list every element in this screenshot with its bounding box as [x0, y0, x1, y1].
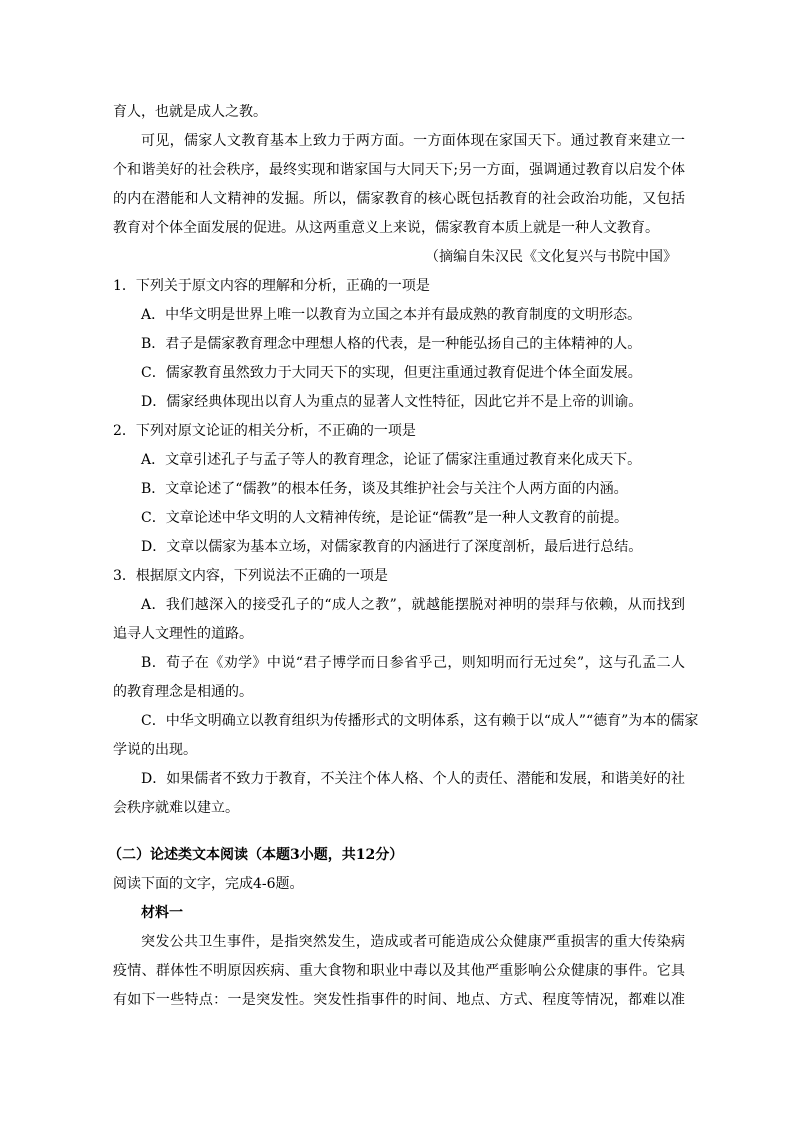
material-line: 突发公共卫生事件，是指突然发生，造成或者可能造成公众健康严重损害的重大传染病 [141, 934, 685, 950]
question-option-continued: 学说的出现。 [113, 742, 197, 758]
question-option: B．荀子在《劝学》中说“君子博学而日参省乎己，则知明而行无过矣”，这与孔孟二人 [141, 655, 685, 671]
question-stem: 2．下列对原文论证的相关分析，不正确的一项是 [113, 423, 416, 439]
question-option: A．文章引述孔子与孟子等人的教育理念，论证了儒家注重通过教育来化成天下。 [141, 452, 642, 468]
question-option: D．儒家经典体现出以育人为重点的显著人文性特征，因此它并不是上帝的训谕。 [141, 394, 643, 410]
passage-line: 个和谐美好的社会秩序，最终实现和谐家国与大同天下;另一方面，强调通过教育以启发个体 [113, 162, 685, 178]
material-label: 材料一 [141, 905, 183, 921]
passage-line: 教育对个体全面发展的促进。从这两重意义上来说，儒家教育本质上就是一种人文教育。 [113, 220, 659, 236]
question-option: D．文章以儒家为基本立场，对儒家教育的内涵进行了深度剖析，最后进行总结。 [141, 539, 643, 555]
material-line: 有如下一些特点：一是突发性。突发性指事件的时间、地点、方式、程度等情况，都难以准 [113, 992, 685, 1008]
question-option: A．中华文明是世界上唯一以教育为立国之本并有最成熟的教育制度的文明形态。 [141, 307, 642, 323]
material-line: 疫情、群体性不明原因疾病、重大食物和职业中毒以及其他严重影响公众健康的事件。它具 [113, 963, 685, 979]
section-heading: （二）论述类文本阅读（本题3小题，共12分） [108, 847, 404, 863]
question-option: C．儒家教育虽然致力于大同天下的实现，但更注重通过教育促进个体全面发展。 [141, 365, 642, 381]
question-option: A．我们越深入的接受孔子的“成人之教”，就越能摆脱对神明的崇拜与依赖，从而找到 [141, 597, 685, 613]
passage-line: 可见，儒家人文教育基本上致力于两方面。一方面体现在家国天下。通过教育来建立一 [141, 133, 685, 149]
question-option: C．中华文明确立以教育组织为传播形式的文明体系，这有赖于以“成人”“德育”为本的儒家 [141, 713, 699, 729]
question-option: D．如果儒者不致力于教育，不关注个体人格、个人的责任、潜能和发展，和谐美好的社 [141, 771, 685, 787]
section-instruction: 阅读下面的文字，完成4-6题。 [113, 876, 304, 892]
passage-line: 育人，也就是成人之教。 [113, 104, 267, 120]
document-body [108, 98, 699, 1015]
question-option: B．文章论述了“儒教”的根本任务，谈及其维护社会与关注个人两方面的内涵。 [141, 481, 628, 497]
passage-line: 的内在潜能和人文精神的发掘。所以，儒家教育的核心既包括教育的社会政治功能，又包括 [113, 191, 685, 207]
question-stem: 1．下列关于原文内容的理解和分析，正确的一项是 [113, 278, 430, 294]
question-option-continued: 会秩序就难以建立。 [113, 800, 239, 816]
question-option-continued: 追寻人文理性的道路。 [113, 626, 253, 642]
question-option-continued: 的教育理念是相通的。 [113, 684, 253, 700]
question-stem: 3．根据原文内容，下列说法不正确的一项是 [113, 568, 388, 584]
question-option: C．文章论述中华文明的人文精神传统，是论证“儒教”是一种人文教育的前提。 [141, 510, 629, 526]
passage-source: （摘编自朱汉民《文化复兴与书院中国》 [425, 249, 677, 265]
section-gap [113, 823, 685, 841]
question-option: B．君子是儒家教育理念中理想人格的代表，是一种能弘扬自己的主体精神的人。 [141, 336, 642, 352]
